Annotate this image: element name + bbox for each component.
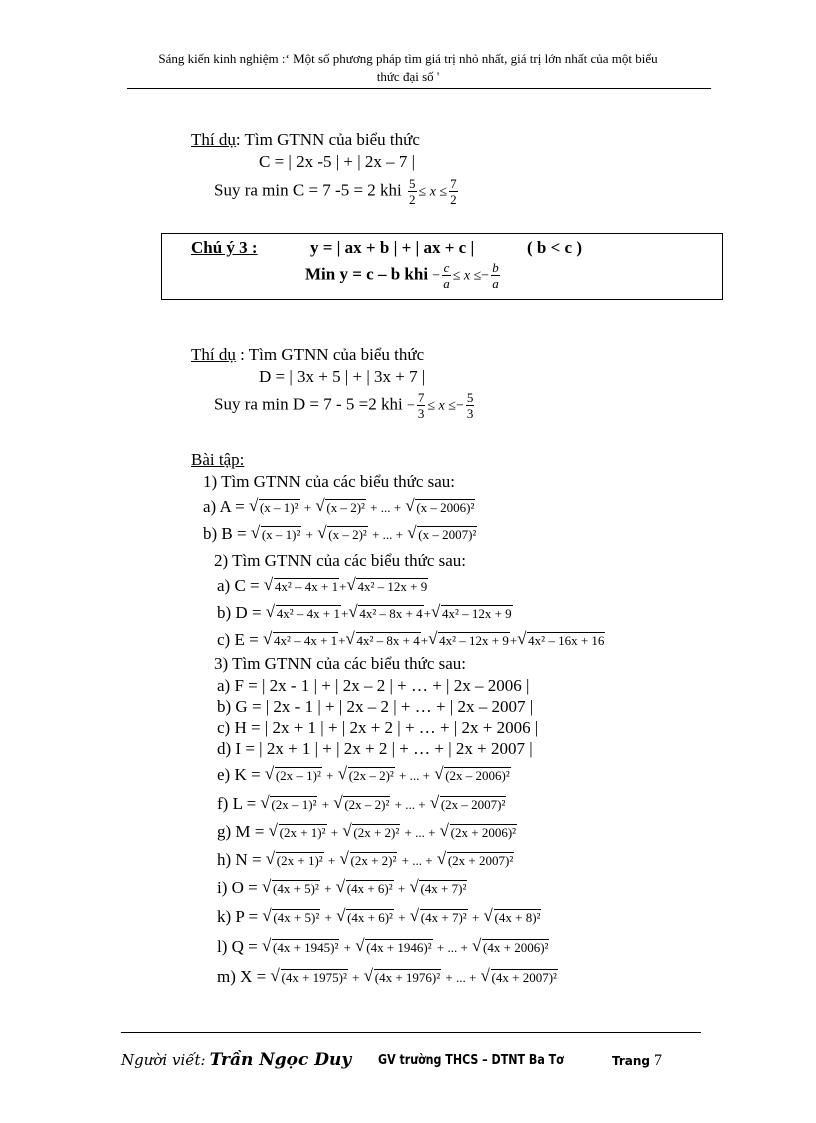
sqrt-term — [347, 632, 421, 649]
exercise-2c — [217, 630, 605, 650]
footer-page-number: 7 — [654, 1052, 663, 1069]
radicand: (2x + 2007)² — [447, 853, 514, 868]
footer-rule — [121, 1032, 701, 1033]
radicand: (4x + 6)² — [347, 910, 393, 925]
sqrt-term — [473, 939, 549, 956]
exercise-3g — [217, 822, 517, 842]
sqrt-term — [341, 852, 398, 869]
note-min — [305, 260, 502, 291]
example-1-expression: C = | 2x -5 | + | 2x – 7 | — [259, 152, 416, 171]
sqrt-term — [272, 969, 348, 986]
sqrt-term — [343, 824, 400, 841]
exercise-label: c) E = — [217, 630, 259, 649]
frac-denominator: 2 — [409, 192, 416, 207]
example-2-heading — [191, 345, 424, 365]
radicand: (x – 1)² — [259, 500, 299, 515]
plus: + — [509, 633, 518, 648]
dots: + ... + — [399, 768, 430, 783]
radicand: (4x + 6)² — [346, 881, 393, 896]
sqrt-term — [339, 767, 395, 784]
sqrt-term — [485, 909, 542, 926]
header-rule — [127, 88, 711, 89]
radicand: (2x – 2)² — [348, 768, 394, 783]
minus-sign: − — [432, 268, 441, 284]
plus: + — [397, 881, 406, 896]
radicand: 4x² – 4x + 1 — [273, 633, 338, 648]
exercises-title: Bài tập: — [191, 450, 245, 469]
sqrt-term — [263, 909, 320, 926]
frac-numerator: b — [492, 260, 499, 275]
radicand: (4x + 1946)² — [366, 940, 432, 955]
sqrt-term — [411, 909, 468, 926]
minus-sign: − — [455, 398, 464, 414]
dots: + ... + — [372, 527, 403, 542]
sqrt-term — [264, 632, 338, 649]
sqrt-term — [252, 526, 302, 543]
plus: + — [341, 606, 349, 621]
sqrt-term — [347, 578, 428, 595]
exercise-label: i) O = — [217, 878, 258, 897]
sqrt-term — [337, 909, 394, 926]
exercise-1a — [203, 497, 475, 517]
radicand: (2x – 2007)² — [440, 797, 506, 812]
minus-sign: − — [481, 268, 490, 284]
radicand: 4x² – 8x + 4 — [356, 633, 420, 648]
header-line-2: thức đại số ' — [376, 69, 440, 84]
radicand: (x – 1)² — [261, 527, 301, 542]
footer-author-name: Trần Ngọc Duy — [209, 1050, 352, 1070]
plus: + — [339, 579, 347, 594]
exercise-3l — [217, 937, 549, 957]
radicand: 4x² – 12x + 9 — [357, 579, 428, 594]
exercise-3b: b) G = | 2x - 1 | + | 2x – 2 | + … + | 2x – 2007 | — [217, 697, 534, 716]
radicand: 4x² – 12x + 9 — [439, 633, 509, 648]
exercise-3i — [217, 878, 467, 898]
plus: + — [327, 853, 336, 868]
plus: + — [324, 910, 332, 925]
plus: + — [352, 970, 360, 985]
plus: + — [420, 633, 429, 648]
dots: + ... + — [404, 825, 436, 840]
radicand: (2x + 2)² — [350, 853, 397, 868]
plus: + — [338, 633, 346, 648]
radicand: (x – 2006)² — [416, 500, 475, 515]
example-1-ineq: ≤ x ≤ — [418, 184, 448, 200]
radicand: (4x + 5)² — [273, 881, 319, 896]
footer-page-label: Trang — [612, 1054, 651, 1068]
dots: + ... + — [370, 500, 402, 515]
exercise-1-prompt: 1) Tìm GTNN của các biểu thức sau: — [203, 472, 456, 491]
plus: + — [305, 527, 313, 542]
radicand: 4x² – 4x + 1 — [274, 579, 339, 594]
sqrt-term — [432, 605, 513, 622]
sqrt-term — [438, 852, 514, 869]
exercise-label: m) X = — [217, 967, 267, 986]
plus: + — [303, 500, 312, 515]
radicand: 4x² – 8x + 4 — [359, 606, 423, 621]
sqrt-term — [518, 632, 605, 649]
exercise-label: g) M = — [217, 822, 265, 841]
exercise-3k — [217, 907, 541, 927]
footer-author — [121, 1050, 351, 1070]
example-2-result — [214, 390, 476, 421]
radicand: (4x + 1945)² — [273, 940, 339, 955]
radicand: (2x + 1)² — [279, 825, 326, 840]
minus-sign: − — [406, 398, 415, 414]
example-1-result — [214, 176, 460, 207]
sqrt-term — [270, 824, 327, 841]
note-ineq: ≤ x ≤ — [452, 268, 482, 284]
exercise-3-prompt: 3) Tìm GTNN của các biểu thức sau: — [214, 654, 467, 673]
sqrt-term — [349, 605, 423, 622]
example-1-result-text: Suy ra min C = 7 -5 = 2 khi — [214, 180, 402, 200]
frac-denominator: 3 — [417, 406, 425, 421]
plus: + — [423, 606, 431, 621]
note-min-text: Min y = c – b khi — [305, 264, 429, 284]
sqrt-term — [267, 852, 324, 869]
example-1-heading — [191, 130, 420, 150]
exercise-3m — [217, 967, 558, 987]
frac-numerator: 7 — [417, 390, 425, 405]
radicand: (2x – 1)² — [271, 797, 317, 812]
example-2-frac-1 — [417, 390, 426, 421]
note-condition: ( b < c ) — [527, 238, 583, 257]
sqrt-term — [406, 499, 475, 516]
radicand: (x – 2)² — [326, 500, 365, 515]
frac-denominator: 3 — [466, 406, 474, 421]
exercise-1b — [203, 524, 477, 544]
radicand: (2x – 2006)² — [445, 768, 510, 783]
frac-denominator: a — [492, 276, 499, 291]
radicand: (4x + 7)² — [420, 881, 467, 896]
exercise-3e — [217, 765, 511, 785]
note-frac-2 — [491, 260, 500, 291]
radicand: 4x² – 16x + 16 — [528, 633, 605, 648]
radicand: (2x + 2006)² — [450, 825, 517, 840]
radicand: (2x – 2)² — [344, 797, 390, 812]
example-1-frac-1 — [408, 176, 417, 207]
radicand: (4x + 7)² — [420, 910, 467, 925]
plus: + — [326, 768, 334, 783]
sqrt-term — [429, 632, 510, 649]
radicand: (2x + 1)² — [276, 853, 323, 868]
exercise-label: k) P = — [217, 907, 259, 926]
example-2-result-text: Suy ra min D = 7 - 5 =2 khi — [214, 394, 403, 414]
plus: + — [471, 910, 480, 925]
sqrt-term — [261, 796, 317, 813]
exercise-label: h) N = — [217, 850, 262, 869]
exercise-2b — [217, 603, 513, 623]
exercise-label: f) L = — [217, 794, 257, 813]
sqrt-term — [410, 880, 467, 897]
radicand: (x – 2)² — [328, 527, 367, 542]
exercise-3a: a) F = | 2x - 1 | + | 2x – 2 | + … + | 2x – 2006 | — [217, 676, 530, 695]
sqrt-term — [267, 605, 341, 622]
exercise-2a — [217, 576, 428, 596]
frac-numerator: 7 — [450, 176, 457, 191]
radicand: (x – 2007)² — [418, 527, 477, 542]
sqrt-term — [265, 578, 339, 595]
exercise-label: l) Q = — [217, 937, 258, 956]
header-line-1: Sáng kiến kinh nghiệm :‘ Một số phương pháp tìm giá trị nhỏ nhất, giá trị lớn nhất của một biểu — [158, 51, 658, 66]
exercise-label: a) C = — [217, 576, 260, 595]
dots: + ... + — [394, 797, 426, 812]
plus: + — [343, 940, 351, 955]
example-1-text: : Tìm GTNN của biểu thức — [235, 130, 420, 149]
radicand: (4x + 1975)² — [281, 970, 347, 985]
note-formula: y = | ax + b | + | ax + c | — [310, 238, 475, 257]
note-label: Chú ý 3 : — [191, 238, 258, 257]
radicand: 4x² – 4x + 1 — [276, 606, 341, 621]
exercise-label: e) K = — [217, 765, 261, 784]
example-2-frac-2 — [466, 390, 475, 421]
radicand: (2x + 2)² — [353, 825, 400, 840]
exercise-3d: d) I = | 2x + 1 | + | 2x + 2 | + … + | 2x + 2007 | — [217, 739, 533, 758]
example-2-expression: D = | 3x + 5 | + | 3x + 7 | — [259, 367, 426, 386]
example-2-ineq: ≤ x ≤ — [427, 398, 456, 414]
plus: + — [324, 881, 332, 896]
radicand: (4x + 1976)² — [374, 970, 441, 985]
sqrt-term — [435, 767, 511, 784]
sqrt-term — [318, 526, 368, 543]
radicand: (4x + 2006)² — [483, 940, 549, 955]
exercise-label: a) A = — [203, 497, 245, 516]
example-2-text: : Tìm GTNN của biểu thức — [235, 345, 425, 364]
frac-denominator: a — [443, 276, 450, 291]
plus: + — [330, 825, 339, 840]
plus: + — [321, 797, 330, 812]
sqrt-term — [365, 969, 441, 986]
radicand: (4x + 8)² — [494, 910, 541, 925]
frac-numerator: c — [443, 260, 450, 275]
sqrt-term — [431, 796, 507, 813]
dots: + ... + — [401, 853, 433, 868]
sqrt-term — [356, 939, 432, 956]
exercise-3f — [217, 794, 506, 814]
footer-school: GV trường THCS – DTNT Ba Tơ — [378, 1053, 564, 1068]
example-1-label: Thí dụ — [191, 130, 236, 149]
sqrt-term — [263, 880, 320, 897]
sqrt-term — [250, 499, 300, 516]
sqrt-term — [482, 969, 558, 986]
frac-numerator: 5 — [466, 390, 474, 405]
note-frac-1 — [442, 260, 451, 291]
sqrt-term — [266, 767, 322, 784]
example-2-label: Thí dụ — [191, 345, 236, 364]
frac-numerator: 5 — [409, 176, 416, 191]
sqrt-term — [316, 499, 366, 516]
sqrt-term — [263, 939, 339, 956]
example-1-frac-2 — [449, 176, 458, 207]
radicand: (4x + 2007)² — [491, 970, 557, 985]
frac-denominator: 2 — [450, 192, 457, 207]
footer-author-label: Người viết: — [121, 1051, 206, 1069]
dots: + ... + — [436, 940, 468, 955]
plus: + — [398, 910, 406, 925]
sqrt-term — [408, 526, 477, 543]
radicand: 4x² – 12x + 9 — [441, 606, 512, 621]
dots: + ... + — [445, 970, 477, 985]
exercise-3h — [217, 850, 514, 870]
exercise-label: b) B = — [203, 524, 247, 543]
sqrt-term — [441, 824, 517, 841]
radicand: (2x – 1)² — [275, 768, 321, 783]
footer-page — [612, 1052, 662, 1070]
radicand: (4x + 5)² — [273, 910, 320, 925]
sqrt-term — [334, 796, 390, 813]
exercise-3c: c) H = | 2x + 1 | + | 2x + 2 | + … + | 2x + 2006 | — [217, 718, 539, 737]
exercise-2-prompt: 2) Tìm GTNN của các biểu thức sau: — [214, 551, 467, 570]
sqrt-term — [337, 880, 394, 897]
exercise-label: b) D = — [217, 603, 262, 622]
